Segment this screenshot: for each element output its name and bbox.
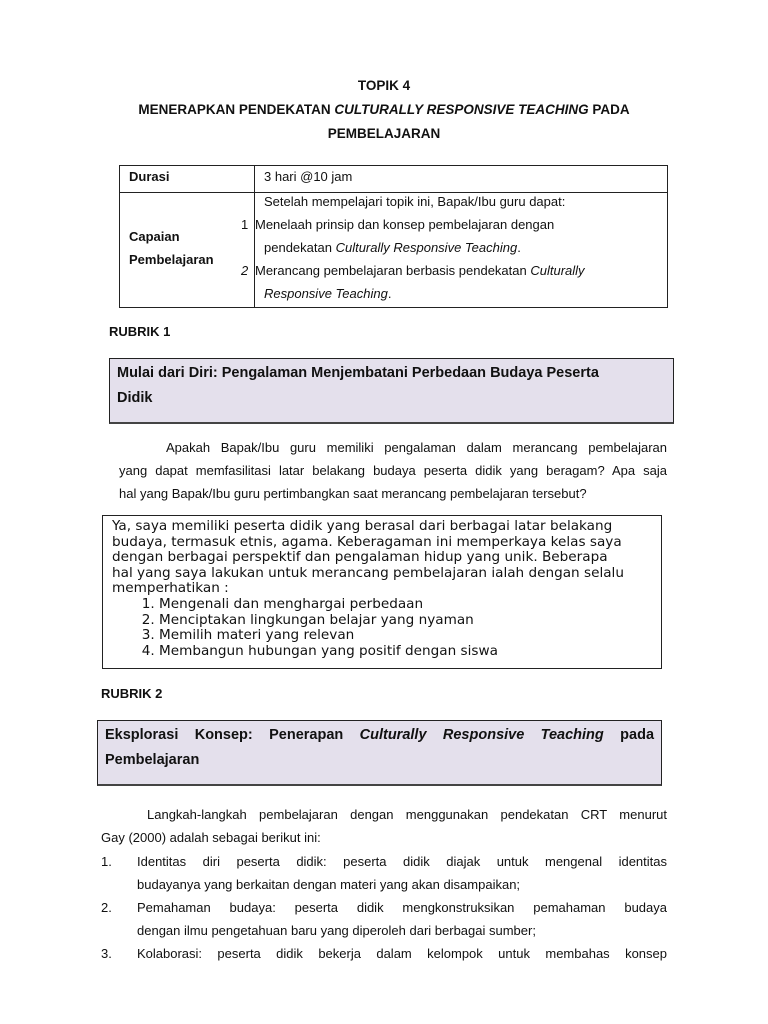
step-item-2 — [101, 896, 667, 942]
capaian-content-cell — [241, 193, 668, 308]
step-number: 2. — [101, 900, 112, 915]
capaian-label-line2: Pembelajaran — [129, 252, 214, 267]
step-item-1 — [101, 850, 667, 896]
answer-list-item: 3. Memilih materi yang relevan — [159, 628, 661, 644]
capaian-item-2-line2 — [255, 282, 667, 305]
capaian-item-2-italic-line2: Responsive Teaching — [264, 286, 388, 301]
rubrik-2-heading-box — [97, 720, 662, 786]
answer-line: budaya, termasuk etnis, agama. Keberagaman ini memperkaya kelas saya — [112, 533, 622, 550]
question-line: hal yang Bapak/Ibu guru pertimbangkan saat merancang pembelajaran tersebut? — [119, 486, 587, 501]
answer-list-item: 4. Membangun hubungan yang positif dengan siswa — [159, 644, 661, 660]
rubrik-1-heading-line1: Mulai dari Diri: Pengalaman Menjembatani Perbedaan Budaya Peserta — [117, 365, 599, 381]
document-title — [0, 102, 768, 117]
rubrik-1-question — [119, 436, 667, 505]
answer-list — [112, 597, 661, 659]
capaian-item-2-suffix: . — [387, 286, 392, 301]
capaian-item-1-prefix: pendekatan — [264, 240, 336, 255]
capaian-intro: Setelah mempelajari topik ini, Bapak/Ibu guru dapat: — [264, 194, 566, 209]
answer-line: Ya, saya memiliki peserta didik yang berasal dari berbagai latar belakang — [112, 518, 613, 534]
title-prefix: MENERAPKAN PENDEKATAN — [138, 102, 335, 117]
rubrik-1-heading-box — [109, 358, 674, 424]
capaian-item-1 — [241, 213, 667, 259]
step-text — [137, 896, 667, 942]
step-line: dengan ilmu pengetahuan baru yang diperoleh dari berbagai sumber; — [137, 923, 536, 938]
capaian-item-2-italic: Culturally — [530, 263, 585, 278]
capaian-label — [120, 225, 254, 271]
durasi-label-cell — [120, 166, 255, 193]
rubrik-1-heading-line2: Didik — [117, 390, 153, 406]
capaian-item-1-line1: Menelaah prinsip dan konsep pembelajaran dengan — [255, 217, 555, 232]
answer-line: memperhatikan : — [112, 580, 229, 597]
step-line: Pemahaman budaya: peserta didik mengkonstruksikan pemahaman budaya — [137, 900, 667, 915]
answer-line: hal yang saya lakukan untuk merancang pembelajaran ialah dengan selalu — [112, 564, 624, 581]
document-title-line2: PEMBELAJARAN — [327, 126, 441, 141]
capaian-item-2 — [241, 259, 667, 305]
question-line: Apakah Bapak/Ibu guru memiliki pengalaman dalam merancang pembelajaran — [166, 440, 667, 455]
durasi-label: Durasi — [129, 169, 170, 184]
capaian-item-2-line1 — [255, 259, 667, 282]
rubrik-1-answer-box[interactable] — [102, 515, 662, 669]
rubrik-1-label: RUBRIK 1 — [109, 324, 171, 339]
rubrik-2-heading-line1 — [105, 723, 654, 748]
step-number: 3. — [101, 946, 112, 961]
topic-number: TOPIK 4 — [357, 78, 411, 93]
step-line: budayanya yang berkaitan dengan materi yang akan disampaikan; — [137, 877, 521, 892]
answer-list-item: 2. Menciptakan lingkungan belajar yang nyaman — [159, 613, 661, 629]
step-text — [137, 850, 667, 896]
info-table — [119, 165, 668, 308]
step-line: Kolaborasi: peserta didik bekerja dalam kelompok untuk membahas konsep — [137, 946, 667, 961]
capaian-item-number: 2 — [241, 263, 249, 278]
capaian-item-2-prefix: Merancang pembelajaran berbasis pendekatan — [255, 263, 531, 278]
rubrik-2-label: RUBRIK 2 — [101, 686, 163, 701]
answer-line: dengan berbagai perspektif dan pengalaman hidup yang unik. Beberapa — [112, 549, 608, 566]
rubrik-2-heading-suffix: pada — [603, 727, 655, 743]
question-line: yang dapat memfasilitasi latar belakang budaya peserta didik yang beragam? Apa saja — [119, 463, 667, 478]
rubrik-2-heading-italic: Culturally Responsive Teaching — [359, 727, 604, 743]
capaian-item-1-line2 — [255, 236, 667, 259]
capaian-item-1-suffix: . — [517, 240, 521, 255]
step-text — [137, 942, 667, 965]
rubrik-2-heading-line2: Pembelajaran — [105, 752, 200, 768]
capaian-label-cell — [120, 193, 255, 308]
step-item-3 — [101, 942, 667, 988]
capaian-label-line1: Capaian — [129, 229, 180, 244]
step-number: 1. — [101, 854, 112, 869]
intro-line: Langkah-langkah pembelajaran dengan menggunakan pendekatan CRT menurut — [147, 807, 667, 822]
capaian-item-number: 1 — [241, 217, 249, 232]
title-italic: CULTURALLY RESPONSIVE TEACHING — [334, 102, 589, 117]
rubrik-2-heading-prefix: Eksplorasi Konsep: Penerapan — [105, 727, 360, 743]
capaian-item-1-italic: Culturally Responsive Teaching — [335, 240, 518, 255]
step-line: Identitas diri peserta didik: peserta didik diajak untuk mengenal identitas — [137, 854, 667, 869]
durasi-value-cell — [255, 166, 668, 193]
answer-list-item: 1. Mengenali dan menghargai perbedaan — [159, 597, 661, 613]
title-suffix: PADA — [588, 102, 630, 117]
intro-line: Gay (2000) adalah sebagai berikut ini: — [101, 830, 321, 845]
durasi-value: 3 hari @10 jam — [264, 169, 353, 184]
rubrik-2-intro — [101, 803, 667, 849]
